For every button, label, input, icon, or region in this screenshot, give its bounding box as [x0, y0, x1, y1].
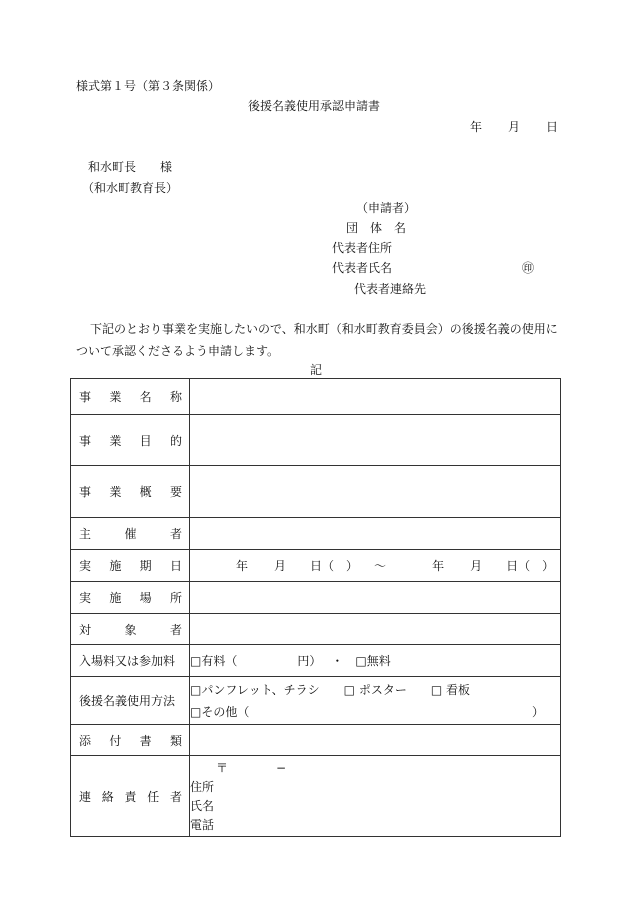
label-char: 業	[109, 390, 122, 404]
row-venue	[71, 582, 561, 614]
postal-mark: 〒	[216, 760, 229, 775]
period-year1: 年	[236, 559, 249, 573]
label-char: 主	[79, 527, 92, 541]
usage-other-checkbox[interactable]: □その他（	[190, 704, 250, 719]
label-char: 対	[79, 622, 92, 637]
label-text: 後援名義使用方法	[79, 694, 176, 708]
organizer-field[interactable]	[190, 518, 561, 550]
date-year: 年	[470, 120, 483, 134]
label-char: 責	[124, 789, 137, 804]
label-char: 称	[169, 390, 182, 404]
row-organizer	[71, 518, 561, 550]
label-char: 業	[109, 433, 122, 448]
group-name-label: 団 体 名	[346, 221, 407, 235]
period-field[interactable]	[190, 550, 561, 582]
label-char: 的	[169, 433, 182, 448]
label-char: 目	[139, 433, 152, 448]
label-organizer	[71, 518, 190, 550]
usage-other-close: ）	[531, 704, 544, 719]
request-paragraph: 下記のとおり事業を実施したいので、和水町（和水町教育委員会）の後援名義の使用について承認くださるよう申請します。	[76, 322, 558, 358]
project-outline-field[interactable]	[190, 466, 561, 518]
contact-phone-label: 電話	[190, 817, 215, 832]
label-char: 日	[169, 559, 182, 573]
venue-field[interactable]	[190, 582, 561, 614]
period-month2: 月	[470, 559, 483, 573]
label-char: 事	[79, 390, 92, 404]
row-project-name	[71, 379, 561, 415]
period-tilde: 〜	[374, 559, 387, 573]
label-project-purpose	[71, 415, 190, 466]
label-period	[71, 550, 190, 582]
label-char: 名	[139, 390, 152, 404]
fee-field	[190, 645, 561, 677]
form-number: 様式第１号（第３条関係）	[76, 79, 221, 93]
label-fee	[71, 645, 190, 677]
label-text: 入場料又は参加料	[79, 654, 176, 668]
document-title: 後援名義使用承認申請書	[248, 99, 381, 113]
period-year2: 年	[432, 559, 445, 573]
label-char: 者	[169, 622, 182, 637]
row-target	[71, 614, 561, 645]
label-char: 場	[139, 591, 152, 605]
label-char: 要	[169, 485, 182, 499]
rep-contact-label: 代表者連絡先	[354, 282, 427, 296]
label-char: 付	[109, 733, 122, 748]
addressee-education: （和水町教育長）	[82, 181, 179, 195]
postal-dash: −	[276, 760, 287, 775]
label-char: 催	[124, 527, 137, 541]
project-purpose-field[interactable]	[190, 415, 561, 466]
contact-person-field	[190, 756, 561, 837]
usage-pamphlet-checkbox[interactable]: □パンフレット、チラシ	[190, 682, 320, 697]
label-char: 事	[79, 485, 92, 499]
label-char: 任	[147, 789, 160, 804]
period-day1: 日（ ）	[310, 559, 359, 573]
date-month: 月	[508, 120, 521, 134]
usage-sign-checkbox[interactable]: □ 看板	[430, 682, 470, 697]
addressee-mayor: 和水町長 様	[88, 160, 173, 174]
row-attachments	[71, 725, 561, 756]
row-project-purpose	[71, 415, 561, 466]
contact-name-label: 氏名	[190, 798, 215, 813]
label-char: 事	[79, 433, 92, 448]
label-project-name	[71, 379, 190, 415]
label-char: 象	[124, 622, 137, 637]
usage-poster-checkbox[interactable]: □ ポスター	[343, 682, 407, 697]
label-venue	[71, 582, 190, 614]
seal-mark: ㊞	[522, 261, 535, 275]
date-day: 日	[546, 120, 559, 134]
label-char: 施	[109, 559, 122, 573]
row-fee	[71, 645, 561, 677]
label-char: 類	[169, 733, 182, 748]
rep-name-label: 代表者氏名	[332, 261, 393, 275]
label-char: 業	[109, 485, 122, 499]
fee-free-checkbox[interactable]: □無料	[355, 654, 391, 668]
label-char: 概	[139, 485, 152, 499]
project-name-field[interactable]	[190, 379, 561, 415]
label-char: 者	[169, 527, 182, 541]
label-usage-method	[71, 677, 190, 725]
fee-yen: 円）	[297, 654, 322, 668]
target-field[interactable]	[190, 614, 561, 645]
label-attachments	[71, 725, 190, 756]
applicant-heading: （申請者）	[356, 201, 417, 215]
fee-separator: ・	[331, 654, 344, 668]
attachments-field[interactable]	[190, 725, 561, 756]
label-char: 期	[139, 559, 152, 573]
label-char: 添	[79, 733, 92, 748]
period-month1: 月	[274, 559, 287, 573]
usage-method-field	[190, 677, 561, 725]
label-char: 連	[79, 789, 92, 804]
row-usage-method	[71, 677, 561, 725]
period-day2: 日（ ）	[506, 559, 555, 573]
label-char: 者	[169, 789, 182, 804]
ki-heading: 記	[310, 363, 323, 377]
contact-address-label: 住所	[190, 779, 215, 794]
label-target	[71, 614, 190, 645]
label-char: 施	[109, 591, 122, 605]
label-contact-person	[71, 756, 190, 837]
label-char: 所	[169, 591, 182, 605]
row-project-outline	[71, 466, 561, 518]
row-contact-person	[71, 756, 561, 837]
rep-address-label: 代表者住所	[332, 241, 393, 255]
label-char: 実	[79, 591, 92, 605]
row-period	[71, 550, 561, 582]
application-table	[70, 378, 561, 837]
label-char: 絡	[101, 789, 114, 804]
fee-paid-checkbox[interactable]: □有料（	[190, 654, 238, 668]
label-char: 実	[79, 559, 92, 573]
label-project-outline	[71, 466, 190, 518]
label-char: 書	[139, 733, 152, 748]
